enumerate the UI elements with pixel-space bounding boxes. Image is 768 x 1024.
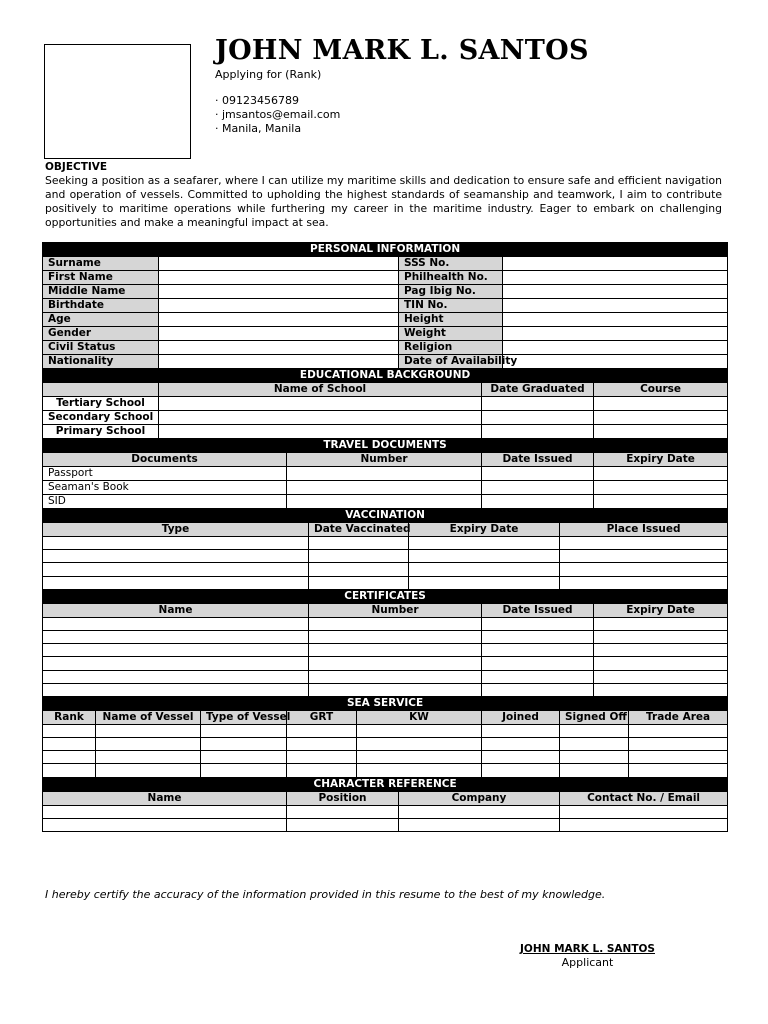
vacc-header-type: Type [43, 523, 309, 537]
contact-address: · Manila, Manila [215, 122, 302, 135]
sea-cell[interactable] [43, 724, 96, 737]
travel-row-label: SID [43, 495, 287, 509]
field-tin[interactable] [503, 299, 728, 313]
field-philhealth[interactable] [503, 271, 728, 285]
table-row [43, 644, 728, 657]
cert-cell[interactable] [43, 670, 309, 683]
sea-cell[interactable] [287, 751, 357, 764]
travel-row-label: Passport [43, 467, 287, 481]
cert-cell[interactable] [594, 630, 728, 643]
cert-cell[interactable] [594, 644, 728, 657]
vacc-cell[interactable] [43, 537, 309, 550]
ref-cell[interactable] [560, 805, 728, 818]
sea-service-bar: SEA SERVICE [43, 696, 728, 710]
sea-cell[interactable] [482, 764, 560, 777]
edu-cell[interactable] [482, 425, 594, 439]
table-row [43, 724, 728, 737]
label-gender: Gender [43, 327, 159, 341]
vacc-header-expiry: Expiry Date [409, 523, 560, 537]
sea-cell[interactable] [560, 751, 629, 764]
label-birthdate: Birthdate [43, 299, 159, 313]
travel-header-expiry: Expiry Date [594, 453, 728, 467]
sea-cell[interactable] [629, 751, 728, 764]
vacc-cell[interactable] [560, 563, 728, 576]
edu-cell[interactable] [159, 411, 482, 425]
table-row [43, 425, 728, 439]
table-row [43, 751, 728, 764]
label-religion: Religion [399, 341, 503, 355]
label-philhealth: Philhealth No. [399, 271, 503, 285]
travel-cell[interactable] [482, 467, 594, 481]
vacc-cell[interactable] [560, 576, 728, 589]
edu-cell[interactable] [159, 425, 482, 439]
cert-cell[interactable] [482, 617, 594, 630]
sea-cell[interactable] [560, 724, 629, 737]
sea-header-grt: GRT [287, 710, 357, 724]
field-first-name[interactable] [159, 271, 399, 285]
field-religion[interactable] [503, 341, 728, 355]
travel-cell[interactable] [287, 481, 482, 495]
ref-cell[interactable] [43, 818, 287, 831]
sea-cell[interactable] [201, 751, 287, 764]
ref-header-name: Name [43, 791, 287, 805]
field-availability[interactable] [503, 355, 728, 369]
sea-cell[interactable] [560, 738, 629, 751]
certification-statement: I hereby certify the accuracy of the information provided in this resume to the best of my knowledge. [45, 888, 606, 901]
edu-header-school: Name of School [159, 383, 482, 397]
sea-cell[interactable] [96, 738, 201, 751]
cert-cell[interactable] [309, 657, 482, 670]
edu-cell[interactable] [594, 411, 728, 425]
travel-cell[interactable] [287, 495, 482, 509]
table-row [43, 657, 728, 670]
edu-cell[interactable] [159, 397, 482, 411]
vacc-cell[interactable] [309, 537, 409, 550]
label-tin: TIN No. [399, 299, 503, 313]
table-row [43, 805, 728, 818]
applicant-name: JOHN MARK L. SANTOS [215, 35, 589, 66]
table-row [43, 738, 728, 751]
cert-cell[interactable] [482, 630, 594, 643]
vacc-cell[interactable] [43, 550, 309, 563]
travel-cell[interactable] [482, 495, 594, 509]
travel-header-number: Number [287, 453, 482, 467]
ref-cell[interactable] [287, 818, 399, 831]
cert-header-expiry: Expiry Date [594, 603, 728, 617]
vacc-cell[interactable] [43, 576, 309, 589]
table-row [43, 495, 728, 509]
vacc-cell[interactable] [409, 537, 560, 550]
cert-cell[interactable] [43, 617, 309, 630]
objective-text: Seeking a position as a seafarer, where I can utilize my maritime skills and dedication to ensure safe and efficient navigation and operation of vessels. Committed to upholding the highest standards of seamanship and teamwork, I aim to contribute positively to maritime operations while furthering my career in the maritime industry. Eager to embark on challenging opportunities and make a meaningful impact at sea. [45, 174, 722, 229]
label-age: Age [43, 313, 159, 327]
ref-header-company: Company [399, 791, 560, 805]
sea-header-joined: Joined [482, 710, 560, 724]
table-row [43, 670, 728, 683]
cert-cell[interactable] [309, 617, 482, 630]
cert-cell[interactable] [43, 630, 309, 643]
field-civil-status[interactable] [159, 341, 399, 355]
label-availability: Date of Availability [399, 355, 503, 369]
cert-cell[interactable] [482, 683, 594, 696]
label-first-name: First Name [43, 271, 159, 285]
vacc-cell[interactable] [409, 576, 560, 589]
vacc-header-place: Place Issued [560, 523, 728, 537]
label-surname: Surname [43, 257, 159, 271]
table-row [43, 576, 728, 589]
field-height[interactable] [503, 313, 728, 327]
sea-cell[interactable] [482, 738, 560, 751]
signature-name: JOHN MARK L. SANTOS [520, 943, 655, 955]
label-weight: Weight [399, 327, 503, 341]
sea-cell[interactable] [43, 764, 96, 777]
objective-title: OBJECTIVE [45, 161, 108, 173]
label-middle-name: Middle Name [43, 285, 159, 299]
sea-cell[interactable] [629, 738, 728, 751]
objective-section [45, 161, 722, 230]
field-birthdate[interactable] [159, 299, 399, 313]
travel-cell[interactable] [482, 481, 594, 495]
field-sss[interactable] [503, 257, 728, 271]
signature-role: Applicant [561, 956, 614, 969]
sea-header-rank: Rank [43, 710, 96, 724]
cert-cell[interactable] [309, 630, 482, 643]
sea-cell[interactable] [43, 751, 96, 764]
contact-phone: · 09123456789 [215, 94, 299, 107]
label-height: Height [399, 313, 503, 327]
field-gender[interactable] [159, 327, 399, 341]
vacc-cell[interactable] [560, 537, 728, 550]
contact-list [215, 94, 725, 136]
edu-row-label: Secondary School [43, 411, 159, 425]
edu-cell[interactable] [594, 425, 728, 439]
sea-cell[interactable] [629, 764, 728, 777]
travel-cell[interactable] [594, 467, 728, 481]
sea-header-kw: KW [357, 710, 482, 724]
table-row [43, 617, 728, 630]
contact-email: · jmsantos@email.com [215, 108, 341, 121]
vacc-cell[interactable] [43, 563, 309, 576]
cert-cell[interactable] [482, 670, 594, 683]
edu-header-course: Course [594, 383, 728, 397]
travel-cell[interactable] [287, 467, 482, 481]
applying-rank: Applying for (Rank) [215, 68, 322, 81]
cert-header-number: Number [309, 603, 482, 617]
vacc-header-date: Date Vaccinated [309, 523, 409, 537]
sea-cell[interactable] [96, 724, 201, 737]
field-weight[interactable] [503, 327, 728, 341]
sea-header-type: Type of Vessel [201, 710, 287, 724]
edu-row-label: Tertiary School [43, 397, 159, 411]
field-surname[interactable] [159, 257, 399, 271]
sea-cell[interactable] [96, 751, 201, 764]
photo-placeholder [44, 44, 191, 159]
resume-form [42, 242, 728, 832]
sea-cell[interactable] [201, 764, 287, 777]
travel-cell[interactable] [594, 495, 728, 509]
cert-cell[interactable] [482, 657, 594, 670]
table-row [43, 481, 728, 495]
sea-cell[interactable] [287, 724, 357, 737]
vacc-cell[interactable] [409, 563, 560, 576]
label-civil-status: Civil Status [43, 341, 159, 355]
vacc-cell[interactable] [309, 550, 409, 563]
edu-row-label: Primary School [43, 425, 159, 439]
ref-cell[interactable] [399, 818, 560, 831]
sea-cell[interactable] [560, 764, 629, 777]
label-nationality: Nationality [43, 355, 159, 369]
cert-header-name: Name [43, 603, 309, 617]
sea-header-vessel: Name of Vessel [96, 710, 201, 724]
sea-cell[interactable] [201, 738, 287, 751]
reference-bar: CHARACTER REFERENCE [43, 777, 728, 791]
table-row [43, 563, 728, 576]
cert-cell[interactable] [309, 683, 482, 696]
table-row [43, 537, 728, 550]
edu-cell[interactable] [594, 397, 728, 411]
label-pagibig: Pag Ibig No. [399, 285, 503, 299]
ref-header-position: Position [287, 791, 399, 805]
travel-header-documents: Documents [43, 453, 287, 467]
table-row [43, 818, 728, 831]
table-row [43, 630, 728, 643]
sea-cell[interactable] [482, 751, 560, 764]
sea-cell[interactable] [357, 738, 482, 751]
field-age[interactable] [159, 313, 399, 327]
travel-cell[interactable] [594, 481, 728, 495]
sea-header-trade-area: Trade Area [629, 710, 728, 724]
cert-cell[interactable] [43, 683, 309, 696]
ref-header-contact: Contact No. / Email [560, 791, 728, 805]
sea-cell[interactable] [43, 738, 96, 751]
cert-cell[interactable] [309, 670, 482, 683]
cert-cell[interactable] [594, 683, 728, 696]
sea-header-signed-off: Signed Off [560, 710, 629, 724]
cert-header-issued: Date Issued [482, 603, 594, 617]
cert-cell[interactable] [43, 644, 309, 657]
field-middle-name[interactable] [159, 285, 399, 299]
sea-cell[interactable] [96, 764, 201, 777]
edu-header-date: Date Graduated [482, 383, 594, 397]
vaccination-bar: VACCINATION [43, 509, 728, 523]
vacc-cell[interactable] [560, 550, 728, 563]
travel-row-label: Seaman's Book [43, 481, 287, 495]
sea-cell[interactable] [201, 724, 287, 737]
field-nationality[interactable] [159, 355, 399, 369]
certificates-bar: CERTIFICATES [43, 589, 728, 603]
sea-cell[interactable] [629, 724, 728, 737]
cert-cell[interactable] [594, 657, 728, 670]
table-row [43, 397, 728, 411]
sea-cell[interactable] [357, 764, 482, 777]
sea-cell[interactable] [357, 724, 482, 737]
resume-header [215, 34, 725, 136]
table-row [43, 550, 728, 563]
education-bar: EDUCATIONAL BACKGROUND [43, 369, 728, 383]
vacc-cell[interactable] [309, 576, 409, 589]
cert-cell[interactable] [482, 644, 594, 657]
cert-cell[interactable] [594, 617, 728, 630]
travel-header-issued: Date Issued [482, 453, 594, 467]
ref-cell[interactable] [287, 805, 399, 818]
personal-info-bar: PERSONAL INFORMATION [43, 243, 728, 257]
table-row [43, 411, 728, 425]
ref-cell[interactable] [560, 818, 728, 831]
field-pagibig[interactable] [503, 285, 728, 299]
ref-cell[interactable] [399, 805, 560, 818]
table-row [43, 467, 728, 481]
cert-cell[interactable] [309, 644, 482, 657]
vacc-cell[interactable] [409, 550, 560, 563]
cert-cell[interactable] [594, 670, 728, 683]
sea-cell[interactable] [287, 738, 357, 751]
vacc-cell[interactable] [309, 563, 409, 576]
table-row [43, 764, 728, 777]
edu-cell[interactable] [482, 397, 594, 411]
edu-cell[interactable] [482, 411, 594, 425]
sea-cell[interactable] [357, 751, 482, 764]
label-sss: SSS No. [399, 257, 503, 271]
sea-cell[interactable] [287, 764, 357, 777]
travel-bar: TRAVEL DOCUMENTS [43, 439, 728, 453]
cert-cell[interactable] [43, 657, 309, 670]
ref-cell[interactable] [43, 805, 287, 818]
education-corner [43, 383, 159, 397]
signature-block [500, 942, 675, 970]
sea-cell[interactable] [482, 724, 560, 737]
table-row [43, 683, 728, 696]
